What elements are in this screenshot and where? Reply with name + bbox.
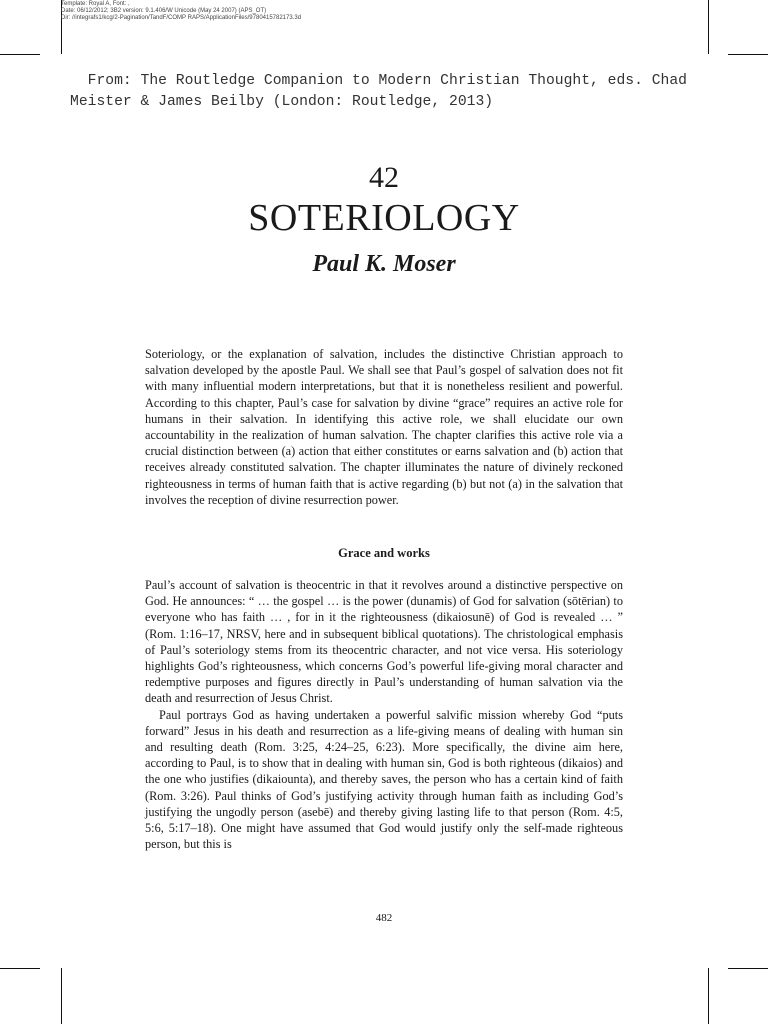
meta-line: Template: Royal A, Font: ,: [61, 1, 130, 7]
page-number: 482: [375, 912, 393, 924]
meta-line: Dir: //integrafs1/kcg/2-Pagination/TandF/COMP RAPS/ApplicationFiles/9780415782173.3d: [61, 15, 302, 21]
crop-mark-bottom-left-vertical: [61, 968, 62, 1024]
abstract: [145, 346, 623, 508]
crop-mark-bottom-left-horizontal: [0, 968, 40, 969]
source-citation: [70, 71, 750, 113]
print-metadata: [61, 1, 301, 22]
body-text: [145, 577, 623, 852]
source-line: From: The Routledge Companion to Modern Christian Thought, eds. Chad: [70, 73, 687, 89]
section-heading: Grace and works: [338, 546, 430, 560]
chapter-number: 42: [369, 161, 399, 194]
abstract-text: Soteriology, or the explanation of salvation, includes the distinctive Christian approach to salvation developed by the apostle Paul. We shall see that Paul’s gospel of salvation does not fit with many influential modern interpretations, but that it is nonetheless resilient and powerful. According to this chapter, Paul’s case for salvation by divine “grace” requires an active role for humans in their salvation. In identifying this active role, we shall elucidate our own accountability in the realization of human salvation. The chapter clarifies this active role via a crucial distinction between (a) action that either constitutes or earns salvation and (b) action that receives already constituted salvation. The chapter illuminates the nature of divinely reckoned righteousness in terms of human faith that is active regarding (b) but not (a) in the salvation that involves the reception of divine resurrection power.: [145, 347, 623, 507]
body-paragraph: Paul’s account of salvation is theocentric in that it revolves around a distinctive perspective on God. He announces: “ … the gospel … is the power (dunamis) of God for salvation (sōtērian) to everyone who has faith … , for in it the righteousness (dikaiosunē) of God is revealed … ” (Rom. 1:16–17, NRSV, here and in subsequent biblical quotations). The christological emphasis of Paul’s soteriology stems from its theocentric character, and not vice versa. His soteriology highlights God’s righteousness, which concerns God’s powerful life-giving moral character and redemptive purposes and figures directly in Paul’s understanding of human salvation via the death and resurrection of Jesus Christ.: [145, 578, 623, 706]
body-paragraph: Paul portrays God as having undertaken a powerful salvific mission whereby God “puts forward” Jesus in his death and resurrection as a life-giving means of dealing with human sin and resulting death (Rom. 3:25, 4:24–25, 6:23). More specifically, the divine aim here, according to Paul, is to show that in dealing with human sin, God is both righteous (dikaios) and the one who justifies (dikaiounta), and thereby saves, the person who has a certain kind of faith (Rom. 3:26). Paul thinks of God’s justifying activity through human faith as including God’s justifying the ungodly person (asebē) and thereby giving lasting life to that person (Rom. 4:5, 5:6, 5:17–18). One might have assumed that God would justify only the self-made righteous person, but this is: [145, 707, 623, 852]
crop-mark-top-right-vertical: [708, 0, 709, 54]
crop-mark-top-left-horizontal: [0, 54, 40, 55]
meta-line: Date: 06/12/2012; 3B2 version: 9.1.406/W Unicode (May 24 2007) (APS_OT): [61, 8, 267, 14]
source-line: Meister & James Beilby (London: Routledge, 2013): [70, 94, 494, 110]
crop-mark-top-right-horizontal: [728, 54, 768, 55]
crop-mark-bottom-right-vertical: [708, 968, 709, 1024]
author-name: Paul K. Moser: [312, 251, 456, 277]
chapter-title: SOTERIOLOGY: [248, 197, 520, 239]
crop-mark-bottom-right-horizontal: [728, 968, 768, 969]
